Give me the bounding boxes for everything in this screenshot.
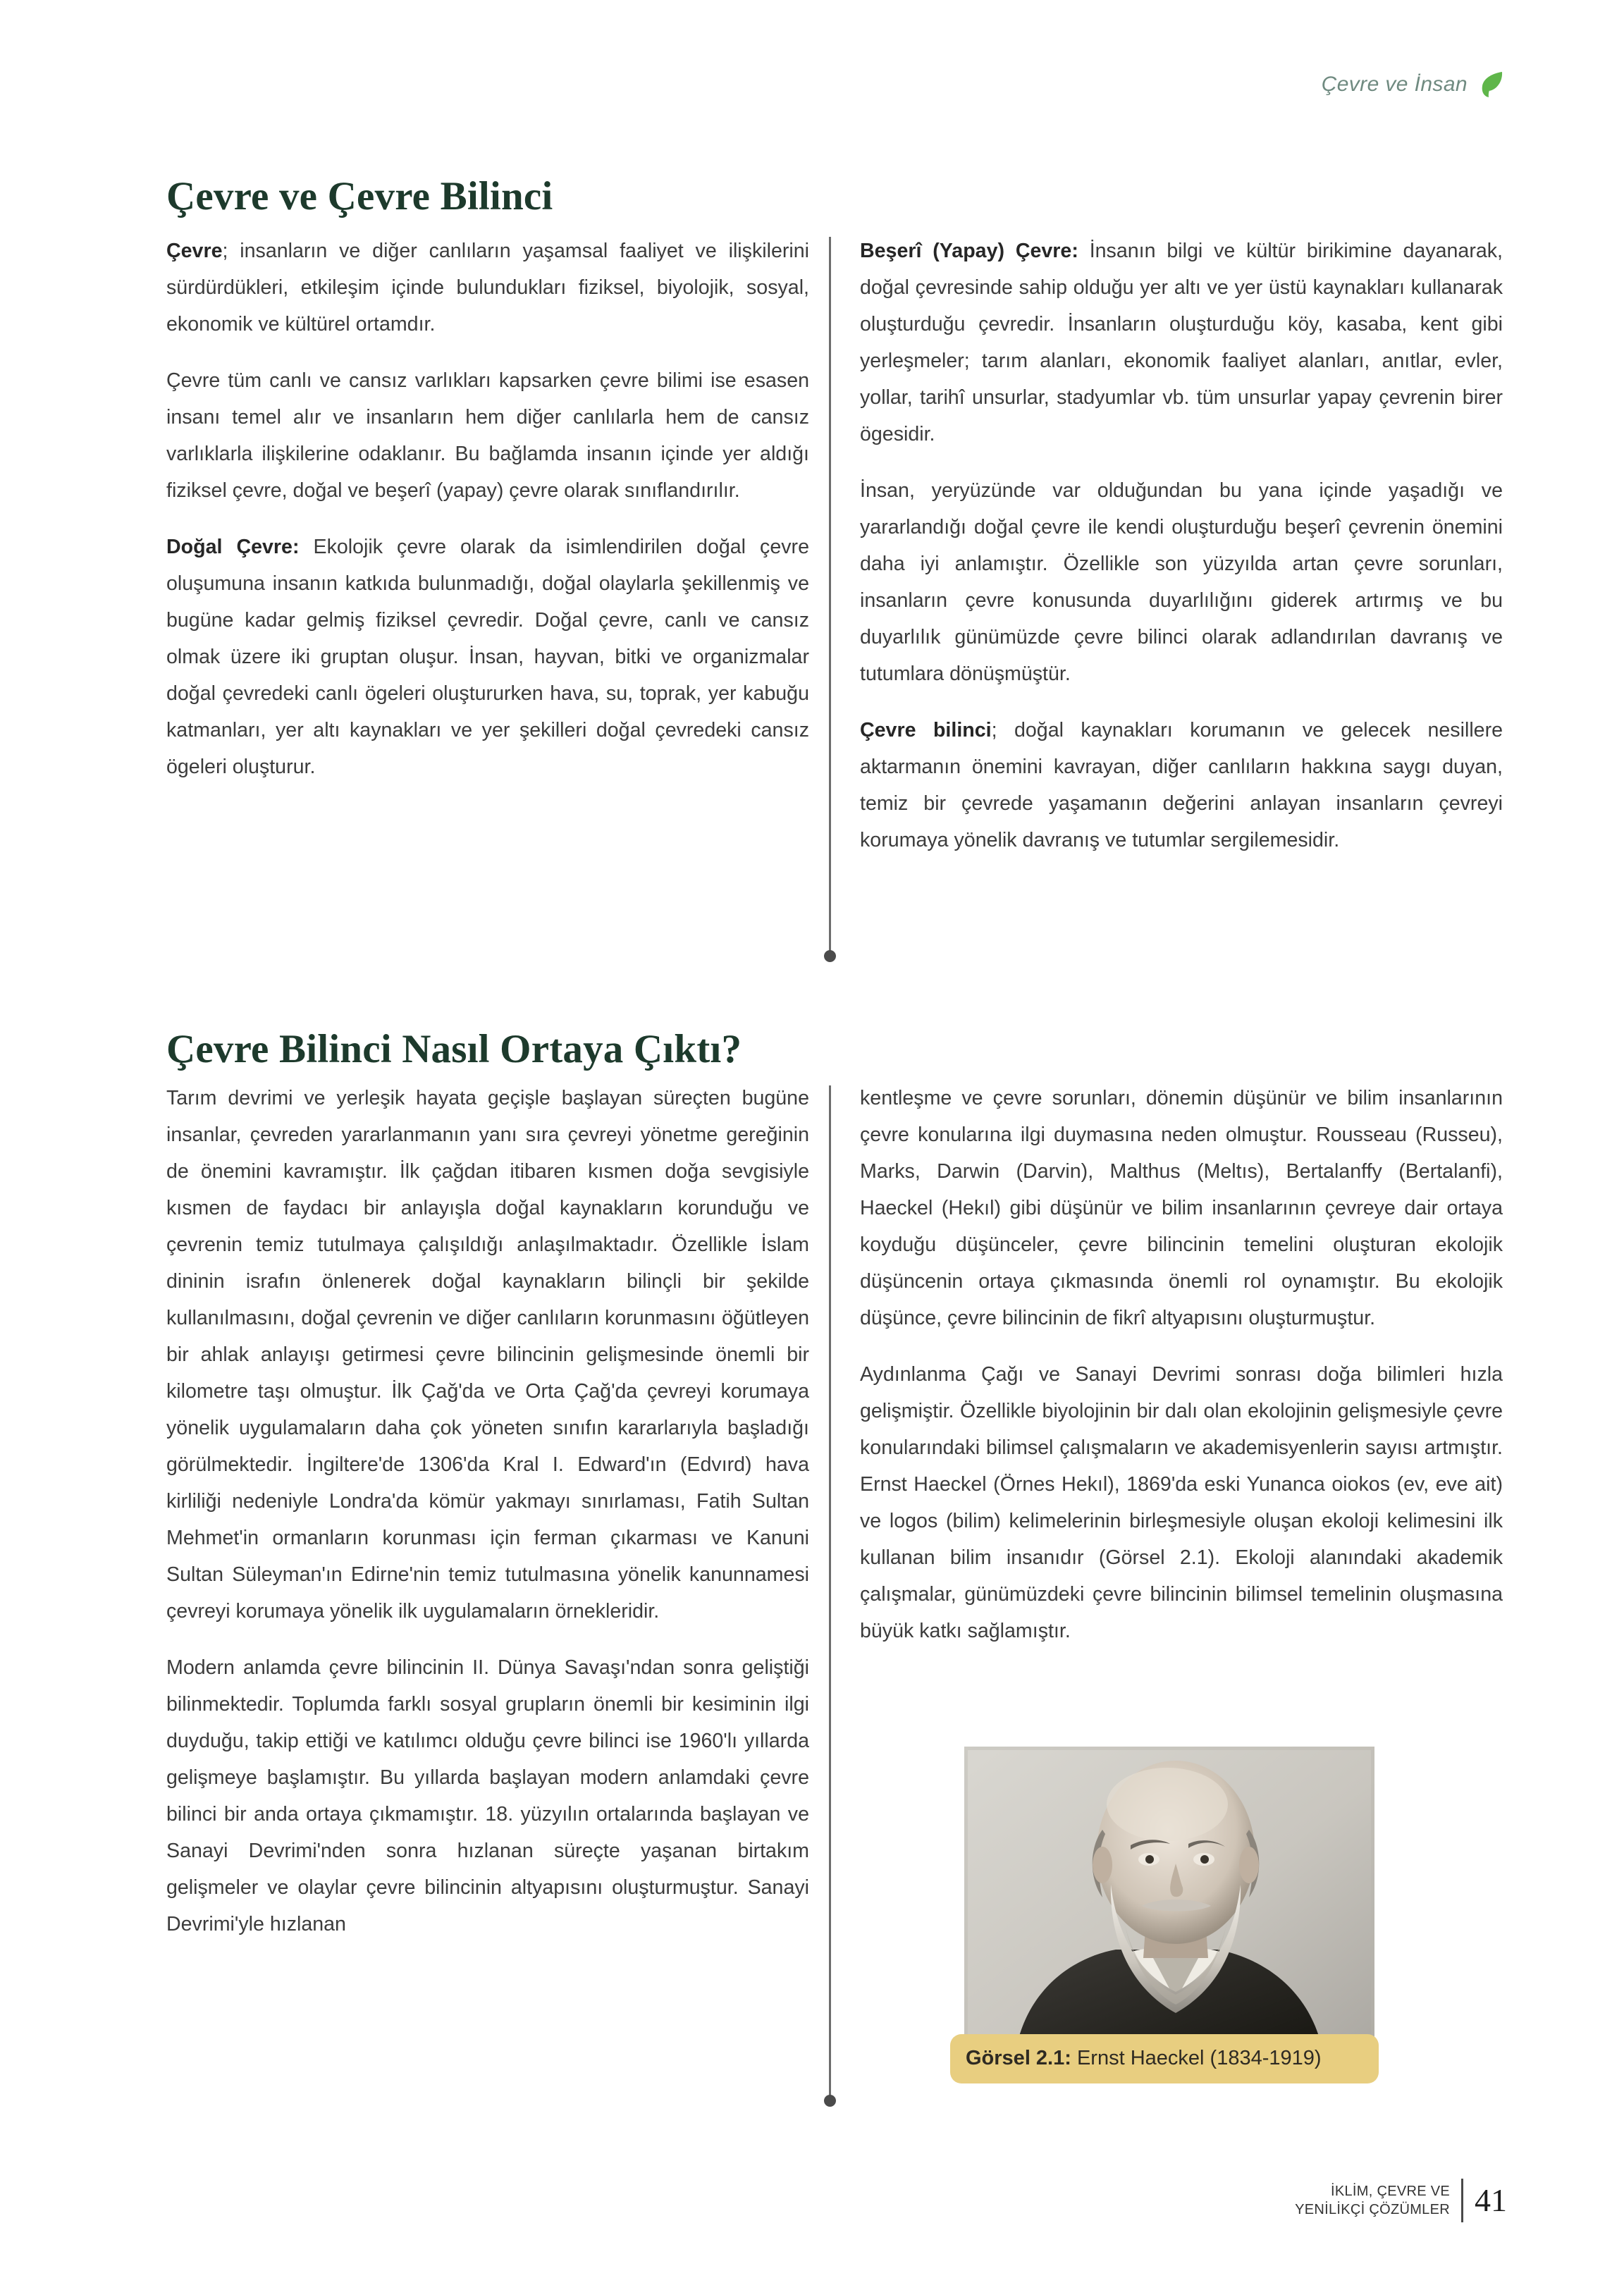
figure-ernst-haeckel bbox=[964, 1747, 1374, 2065]
divider-dot bbox=[824, 950, 836, 962]
paragraph bbox=[166, 233, 809, 343]
running-head bbox=[1322, 65, 1504, 104]
paragraph-lead: Çevre bbox=[166, 240, 223, 262]
paragraph-text: İnsanın bilgi ve kültür birikimine dayanarak, doğal çevresinde sahip olduğu yer altı ve yer üstü kaynakları kullanarak oluşturduğu çevredir. İnsanların oluşturduğu köy, kasaba, kent gibi yerleşmeler; tarım alanları, ekonomik faaliyet alanları, anıtlar, evler, yollar, tarihî unsurlar, stadyumlar vb. tüm unsurlar yapay çevrenin birer ögesidir. bbox=[860, 240, 1503, 445]
paragraph bbox=[166, 529, 809, 785]
section1-right-column bbox=[860, 233, 1503, 858]
figure-frame bbox=[964, 1747, 1374, 2065]
column-divider bbox=[829, 1085, 831, 2100]
paragraph-lead: Doğal Çevre: bbox=[166, 536, 300, 558]
paragraph-text: Ekolojik çevre olarak da isimlendirilen doğal çevre oluşumuna insanın katkıda bulunmadığı, doğal olaylarla şekillenmiş ve bugüne kadar gelmiş fiziksel çevredir. Doğal çevre, canlı ve cansız olmak üzere iki gruptan oluşur. İnsan, hayvan, bitki ve organizmalar doğal çevredeki canlı ögeleri oluştururken hava, su, toprak, yer kabuğu katmanları, yer altı kaynakları ve yer şekilleri doğal çevredeki cansız ögeleri oluşturur. bbox=[166, 536, 809, 778]
section2-right-column bbox=[860, 1080, 1503, 1649]
section-heading-1: Çevre ve Çevre Bilinci bbox=[166, 174, 553, 219]
paragraph-text: Modern anlamda çevre bilincinin II. Dünya Savaşı'ndan sonra geliştiği bilinmektedir. Toplumda farklı sosyal grupların önemli bir kesiminin ilgi duyduğu, takip ettiği ve katılımcı olduğu çevre bilinci ise 1960'lı yıllarda gelişmeye başlamıştır. Bu yıllarda başlayan modern anlamdaki çevre bilinci bir anda ortaya çıkmamıştır. 18. yüzyılın ortalarında başlayan ve Sanayi Devrimi'nden sonra hızlanan süreçte yaşanan birtakım gelişmeler ve olaylar çevre bilincinin altyapısını oluşturmuştur. Sanayi Devrimi'yle hızlanan bbox=[166, 1656, 809, 1935]
section2-left-column bbox=[166, 1080, 809, 1943]
paragraph-text: kentleşme ve çevre sorunları, dönemin düşünür ve bilim insanlarının çevre konularına ilgi duymasına neden olmuştur. Rousseau (Russeu), Marks, Darwin (Darvin), Malthus (Meltıs), Bertalanffy (Bertalanfi), Haeckel (Hekıl) gibi düşünür ve bilim insanlarının çevreye dair ortaya koyduğu düşünceler, çevre bilincinin temelini oluşturan ekolojik düşüncenin ortaya çıkmasında önemli rol oynamıştır. Bu ekolojik düşünce, çevre bilincinin de fikrî altyapısını oluşturmuştur. bbox=[860, 1087, 1503, 1329]
footer-divider bbox=[1461, 2179, 1463, 2222]
section1-left-column bbox=[166, 233, 809, 785]
paragraph bbox=[166, 1080, 809, 1630]
paragraph bbox=[860, 712, 1503, 858]
paragraph bbox=[860, 472, 1503, 692]
footer-book-title bbox=[1295, 2182, 1450, 2219]
paragraph-lead: Beşerî (Yapay) Çevre: bbox=[860, 240, 1078, 262]
paragraph-text: Tarım devrimi ve yerleşik hayata geçişle başlayan süreçten bugüne insanlar, çevreden yararlanmanın yanı sıra çevreyi yönetme gereğinin de önemini kavramıştır. İlk çağdan itibaren kısmen doğa sevgisiyle kısmen de faydacı bir anlayışla doğal kaynakların korunduğu ve çevrenin temiz tutulmaya çalışıldığı anlaşılmaktadır. Özellikle İslam dininin israfın önlenerek doğal kaynakların bilinçli bir şekilde kullanılmasını, doğal çevrenin ve diğer canlıların korunmasını öğütleyen bir ahlak anlayışı getirmesi çevre bilincinin gelişmesinde önemli bir kilometre taşı olmuştur. İlk Çağ'da ve Orta Çağ'da çevreyi korumaya yönelik uygulamaların daha çok yöneten sınıfın kararlarıyla başladığı görülmektedir. İngiltere'de 1306'da Kral I. Edward'ın (Edvırd) hava kirliliği nedeniyle Londra'da kömür yakmayı sınırlaması, Fatih Sultan Mehmet'in ormanların korunması için ferman çıkarması ve Kanuni Sultan Süleyman'ın Edirne'nin temiz tutulmasına yönelik kanunnamesi çevreyi korumaya yönelik ilk uygulamaların örnekleridir. bbox=[166, 1087, 809, 1623]
figure-caption-text: Ernst Haeckel (1834-1919) bbox=[1071, 2047, 1322, 2069]
paragraph-text: ; insanların ve diğer canlıların yaşamsal faaliyet ve ilişkilerini sürdürdükleri, etkileşim içinde bulundukları fiziksel, biyolojik, sosyal, ekonomik ve kültürel ortamdır. bbox=[166, 240, 809, 336]
footer-title-line-2: YENİLİKÇİ ÇÖZÜMLER bbox=[1295, 2202, 1450, 2217]
paragraph bbox=[166, 362, 809, 509]
leaf-icon bbox=[1480, 70, 1504, 99]
column-divider bbox=[829, 237, 831, 956]
page-footer bbox=[1295, 2179, 1507, 2222]
figure-caption bbox=[950, 2034, 1379, 2083]
page-number: 41 bbox=[1475, 2182, 1507, 2218]
running-head-text: Çevre ve İnsan bbox=[1321, 73, 1468, 96]
divider-dot bbox=[824, 2095, 836, 2107]
footer-title-line-1: İKLİM, ÇEVRE VE bbox=[1331, 2184, 1450, 2199]
paragraph bbox=[860, 1080, 1503, 1336]
paragraph-text: ; doğal kaynakları korumanın ve gelecek nesillere aktarmanın önemini kavrayan, diğer canlıların hakkına saygı duyan, temiz bir çevrede yaşamanın değerini anlayan insanların çevreyi korumaya yönelik davranış ve tutumlar sergilemesidir. bbox=[860, 719, 1503, 851]
paragraph bbox=[860, 1356, 1503, 1649]
paragraph bbox=[860, 233, 1503, 453]
paragraph-lead: Çevre bilinci bbox=[860, 719, 992, 741]
paragraph-text: İnsan, yeryüzünde var olduğundan bu yana içinde yaşadığı ve yararlandığı doğal çevre ile kendi oluşturduğu beşerî çevrenin önemini daha iyi anlamıştır. Özellikle son yüzyılda artan çevre sorunları, insanların çevre konusunda duyarlılığını giderek artırmış ve bu duyarlılık günümüzde çevre bilinci olarak adlandırılan davranış ve tutumlara dönüşmüştür. bbox=[860, 479, 1503, 685]
figure-caption-label: Görsel 2.1: bbox=[966, 2047, 1071, 2069]
paragraph bbox=[166, 1649, 809, 1943]
ernst-haeckel-portrait bbox=[964, 1747, 1374, 2065]
paragraph-text: Çevre tüm canlı ve cansız varlıkları kapsarken çevre bilimi ise esasen insanı temel alır ve insanların hem diğer canlılarla hem de cansız varlıklarla ilişkilerine odaklanır. Bu bağlamda insanın içinde yer aldığı fiziksel çevre, doğal ve beşerî (yapay) çevre olarak sınıflandırılır. bbox=[166, 369, 809, 502]
section-heading-2: Çevre Bilinci Nasıl Ortaya Çıktı? bbox=[166, 1027, 742, 1072]
paragraph-text: Aydınlanma Çağı ve Sanayi Devrimi sonrası doğa bilimleri hızla gelişmiştir. Özellikle biyolojinin bir dalı olan ekolojinin gelişmesiyle çevre konularındaki bilimsel çalışmaların ve akademisyenlerin sayısı artmıştır. Ernst Haeckel (Örnes Hekıl), 1869'da eski Yunanca oiokos (ev, eve ait) ve logos (bilim) kelimelerinin birleşmesiyle oluşan ekoloji kelimesini ilk kullanan bilim insanıdır (Görsel 2.1). Ekoloji alanındaki akademik çalışmalar, günümüzdeki çevre bilincinin bilimsel temelinin oluşmasına büyük katkı sağlamıştır. bbox=[860, 1363, 1503, 1642]
